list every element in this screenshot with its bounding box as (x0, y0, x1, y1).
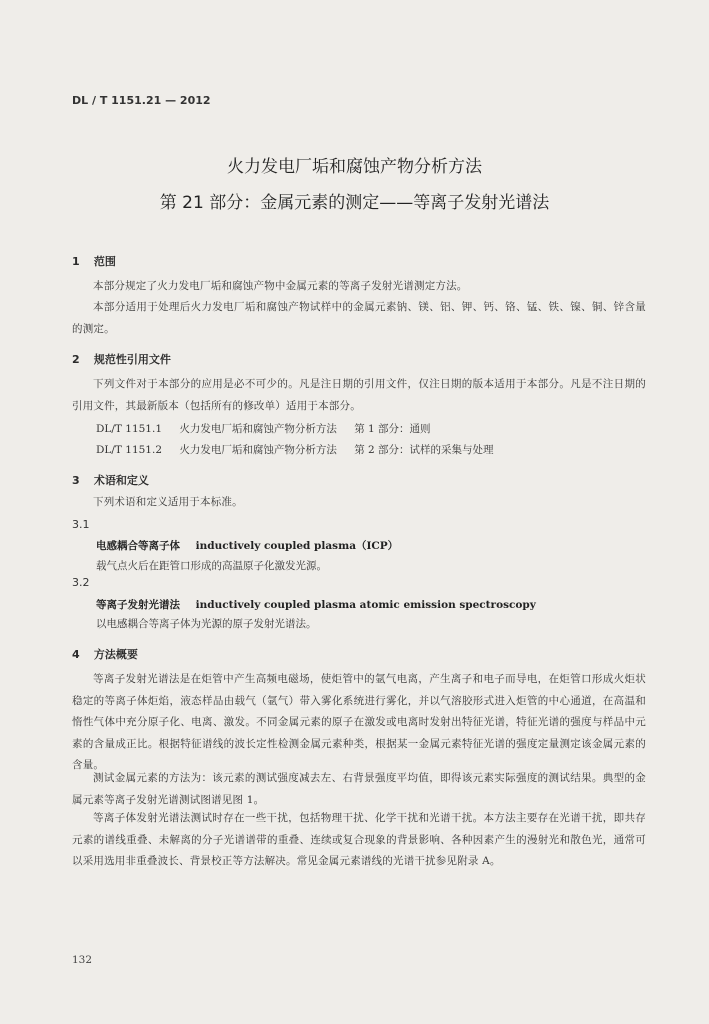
section-number: 3 (72, 474, 80, 487)
page-number: 132 (72, 954, 93, 966)
term-number: 3.1 (72, 518, 90, 531)
section-title: 规范性引用文件 (93, 353, 171, 366)
term-chinese: 等离子发射光谱法 (96, 599, 180, 611)
term-english: inductively coupled plasma（ICP） (195, 540, 399, 552)
term-heading (96, 538, 398, 553)
term-heading (96, 597, 536, 612)
reference-title: 火力发电厂垢和腐蚀产物分析方法 (179, 423, 337, 435)
section-title: 范围 (93, 255, 116, 268)
reference-title: 火力发电厂垢和腐蚀产物分析方法 (179, 444, 337, 456)
paragraph: 本部分适用于处理后火力发电厂垢和腐蚀产物试样中的金属元素钠、镁、铝、钾、钙、铬、锰、铁、镍、铜、锌含量的测定。 (72, 301, 646, 335)
term-definition: 以电感耦合等离子体为光源的原子发射光谱法。 (96, 618, 317, 630)
standard-number: DL / T 1151.21 — 2012 (72, 94, 211, 107)
paragraph: 下列术语和定义适用于本标准。 (93, 496, 243, 508)
document-subtitle: 第 21 部分：金属元素的测定——等离子发射光谱法 (159, 193, 550, 213)
section-title: 方法概要 (93, 648, 138, 661)
paragraph: 测试金属元素的方法为：该元素的测试强度减去左、右背景强度平均值，即得该元素实际强度的测试结果。典型的金属元素等离子发射光谱测试图谱见图 1。 (72, 772, 646, 806)
paragraph: 本部分规定了火力发电厂垢和腐蚀产物中金属元素的等离子发射光谱测定方法。 (93, 280, 468, 292)
reference-code: DL/T 1151.1 (96, 423, 163, 435)
term-chinese: 电感耦合等离子体 (96, 540, 180, 552)
reference-code: DL/T 1151.2 (96, 444, 163, 456)
section-title: 术语和定义 (93, 474, 149, 487)
term-english: inductively coupled plasma atomic emission spectroscopy (195, 599, 536, 611)
paragraph: 下列文件对于本部分的应用是必不可少的。凡是注日期的引用文件，仅注日期的版本适用于本部分。凡是不注日期的引用文件，其最新版本（包括所有的修改单）适用于本部分。 (72, 378, 646, 412)
paragraph: 等离子体发射光谱法测试时存在一些干扰，包括物理干扰、化学干扰和光谱干扰。本方法主要存在光谱干扰，即共存元素的谱线重叠、未解离的分子光谱谱带的重叠、连续或复合现象的背景影响、各种因素产生的漫射光和散色光，通常可以采用选用非重叠波长、背景校正等方法解决。常见金属元素谱线的光谱干扰参见附录 A。 (72, 812, 646, 867)
section-3-heading (72, 472, 149, 488)
document-title: 火力发电厂垢和腐蚀产物分析方法 (227, 157, 482, 177)
section-number: 2 (72, 353, 80, 366)
section-2-heading (72, 351, 171, 367)
paragraph: 等离子发射光谱法是在炬管中产生高频电磁场，使炬管中的氩气电离，产生离子和电子而导电，在炬管口形成火炬状稳定的等离子体炬焰，液态样品由载气（氩气）带入雾化系统进行雾化，并以气溶胶形式进入炬管的中心通道，在高温和惰性气体中充分原子化、电离、激发。不同金属元素的原子在激发或电离时发射出特征光谱，特征光谱的强度与样品中元素的含量成正比。根据特征谱线的波长定性检测金属元素种类，根据某一金属元素特征光谱的强度定量测定该金属元素的含量。 (72, 673, 646, 771)
term-number: 3.2 (72, 576, 90, 589)
term-definition: 载气点火后在距管口形成的高温原子化激发光源。 (96, 560, 327, 572)
reference-part: 第 1 部分：通则 (354, 423, 431, 435)
reference-part: 第 2 部分：试样的采集与处理 (354, 444, 494, 456)
section-number: 4 (72, 648, 80, 661)
normative-reference (96, 421, 431, 436)
normative-reference (96, 442, 494, 457)
section-1-heading (72, 253, 116, 269)
section-4-heading (72, 646, 138, 662)
section-number: 1 (72, 255, 80, 268)
